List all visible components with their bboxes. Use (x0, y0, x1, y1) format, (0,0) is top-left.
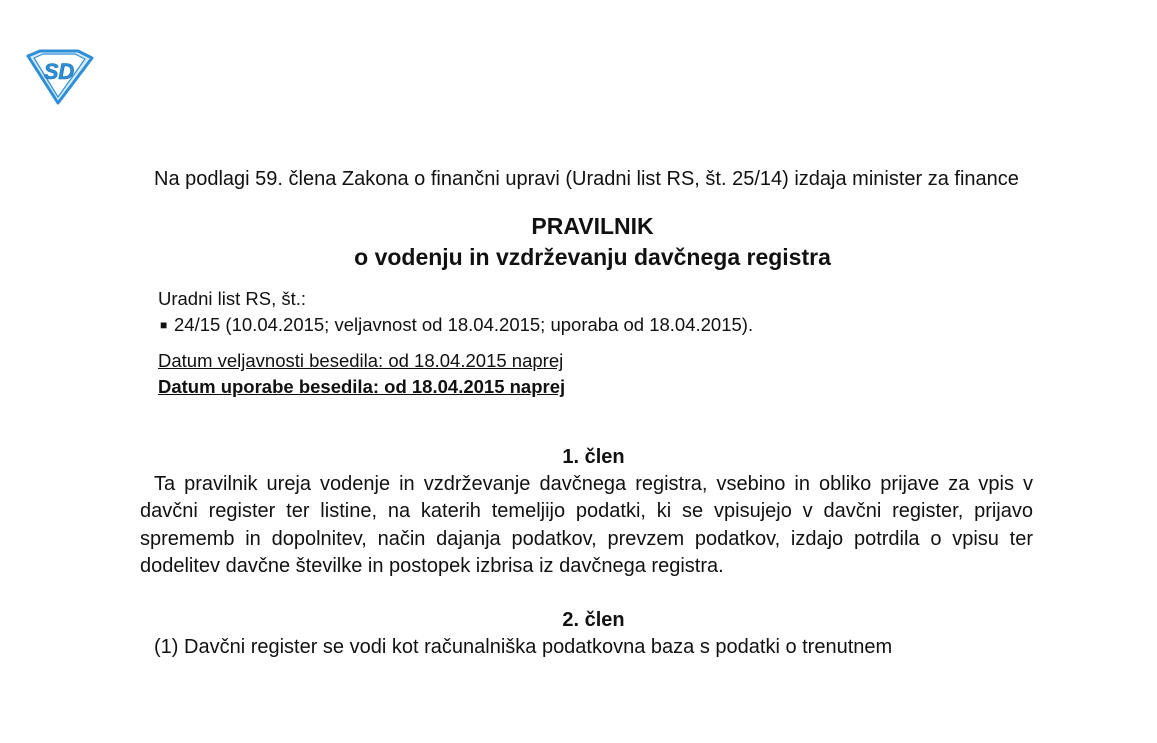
sd-diamond-logo (22, 48, 96, 106)
svg-text:SD: SD (43, 59, 75, 84)
title-line-2: o vodenju in vzdrževanju davčnega registra (354, 244, 831, 271)
gazette-entry (158, 312, 1033, 338)
validity-info (140, 348, 1033, 400)
article-1-heading: 1. člen (562, 446, 625, 469)
document-title (140, 211, 1033, 273)
bullet-icon: ■ (160, 318, 168, 333)
article-2-heading: 2. člen (562, 609, 625, 632)
validity-date: Datum veljavnosti besedila: od 18.04.2015 naprej (158, 350, 564, 372)
gazette-label: Uradni list RS, št.: (158, 288, 307, 310)
use-date: Datum uporabe besedila: od 18.04.2015 naprej (158, 376, 566, 398)
article-1-text: Ta pravilnik ureja vodenje in vzdrževanje davčnega registra, vsebino in obliko prijave za vpis v davčni register ter listine, na katerih temeljijo podatki, ki se vpisujejo v davčni register, prijavo sprememb in dopolnitev, način dajanja podatkov, prevzem podatkov, izdajo potrdila o vpisu ter dodelitev davčne številke in postopek izbrisa iz davčnega registra. (140, 473, 1033, 577)
intro-paragraph: Na podlagi 59. člena Zakona o finančni upravi (Uradni list RS, št. 25/14) izdaja minister za finance (154, 168, 1019, 190)
document-page (140, 166, 1033, 661)
gazette-info (140, 286, 1033, 338)
title-line-1: PRAVILNIK (531, 213, 654, 240)
article-2-text: (1) Davčni register se vodi kot računalniška podatkovna baza s podatki o trenutnem (154, 636, 893, 659)
gazette-entry-text: 24/15 (10.04.2015; veljavnost od 18.04.2015; uporaba od 18.04.2015). (174, 314, 754, 336)
